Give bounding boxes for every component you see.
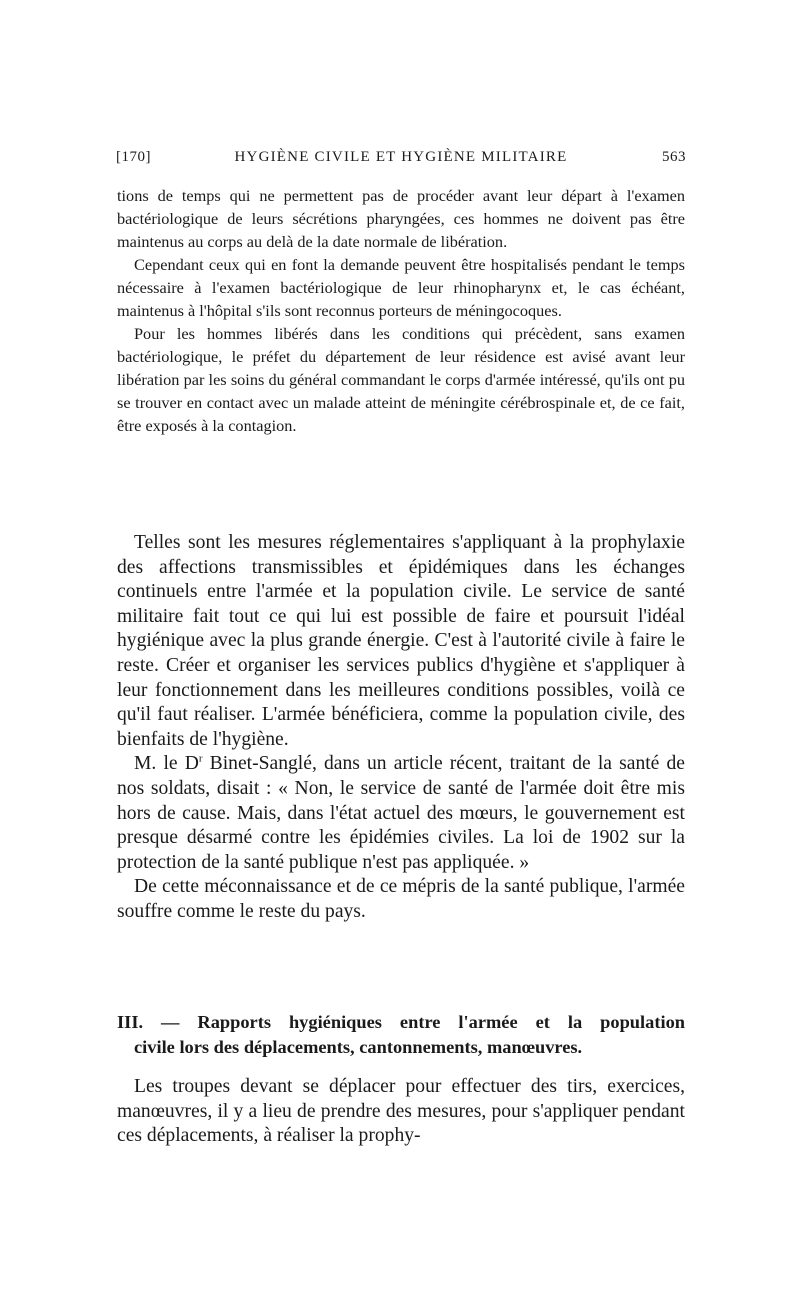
small-paragraph-1: tions de temps qui ne permettent pas de procéder avant leur départ à l'examen bactériologique de leurs sécrétions pharyngées, ces hommes ne doivent pas être maintenus au corps au delà de la date normale de libération. bbox=[117, 186, 685, 251]
main-paragraph-3: De cette méconnaissance et de ce mépris de la santé publique, l'armée souffre comme le reste du pays. bbox=[117, 876, 685, 922]
running-title: HYGIÈNE CIVILE ET HYGIÈNE MILITAIRE bbox=[234, 149, 568, 165]
final-paragraph-1: Les troupes devant se déplacer pour effectuer des tirs, exercices, manœuvres, il y a lieu de prendre des mesures, pour s'appliquer pendant ces déplacements, à réaliser la prophy- bbox=[117, 1076, 685, 1147]
main-text-block bbox=[117, 531, 685, 925]
section-heading-line-1: III. — Rapports hygiéniques entre l'armée et la population bbox=[117, 1012, 685, 1032]
running-header bbox=[116, 149, 686, 173]
small-paragraph-3: Pour les hommes libérés dans les conditions qui précèdent, sans examen bactériologique, le préfet du département de leur résidence est avisé avant leur libération par les soins du général commandant le corps d'armée intéressé, qu'ils ont pu se trouver en contact avec un malade atteint de méningite cérébrospinale et, de ce fait, être exposés à la contagion. bbox=[117, 324, 685, 435]
main-paragraph-2-text: Binet-Sanglé, dans un article récent, traitant de la santé de nos soldats, disait : « Non, le service de santé de l'armée doit être mis hors de cause. Mais, dans l'état actuel des mœurs, le gouvernement est presque désarmé contre les épidémies civiles. La loi de 1902 sur la protection de la santé publique n'est pas appliquée. » bbox=[117, 753, 685, 873]
small-text-block bbox=[117, 184, 685, 437]
bracket-page-number: [170] bbox=[116, 149, 151, 165]
section-heading bbox=[117, 1010, 685, 1060]
main-paragraph-1: Telles sont les mesures réglementaires s'appliquant à la prophylaxie des affections transmissibles et épidémiques dans les échanges continuels entre l'armée et la population civile. Le service de santé militaire fait tout ce qui lui est possible de faire et poursuit l'idéal hygiénique avec la plus grande énergie. C'est à l'autorité civile à faire le reste. Créer et organiser les services publics d'hygiène et s'appliquer à leur fonctionnement dans les meilleures conditions possibles, voilà ce qu'il faut réaliser. L'armée bénéficiera, comme la population civile, des bienfaits de l'hygiène. bbox=[117, 532, 685, 750]
doctor-superscript: r bbox=[198, 752, 203, 765]
doctor-abbrev: M. le D bbox=[134, 753, 199, 775]
page-number: 563 bbox=[662, 149, 686, 165]
small-paragraph-2: Cependant ceux qui en font la demande peuvent être hospitalisés pendant le temps nécessaire à l'examen bactériologique de leur rhinopharynx et, le cas échéant, maintenus à l'hôpital s'ils sont reconnus porteurs de méningocoques. bbox=[117, 255, 685, 320]
main-paragraph-2 bbox=[117, 752, 685, 875]
final-text-block bbox=[117, 1075, 685, 1149]
section-heading-line-2: civile lors des déplacements, cantonnements, manœuvres. bbox=[134, 1037, 583, 1057]
